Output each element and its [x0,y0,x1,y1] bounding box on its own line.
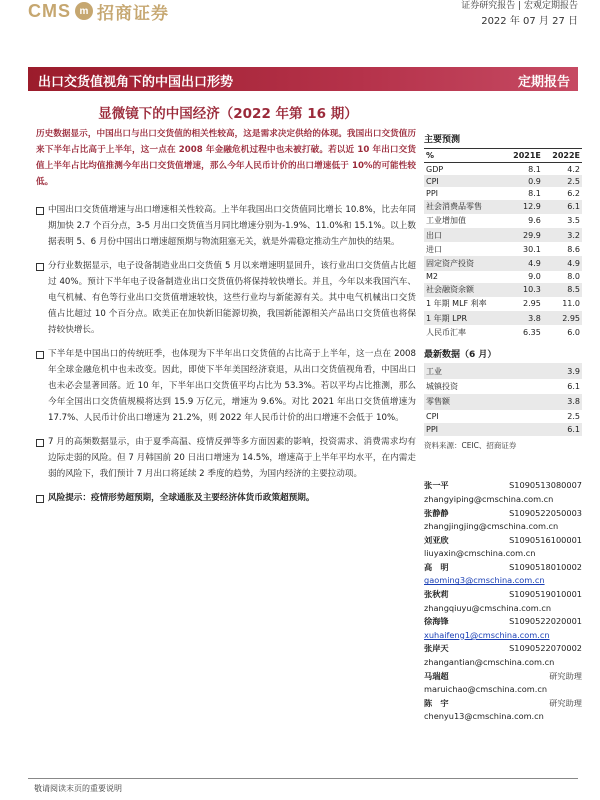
analyst-license-id: S1090516100001 [509,534,582,545]
analyst-license-id: S1090522020001 [509,616,582,627]
col-header: 2021E [504,149,543,163]
forecast-row [424,242,582,256]
analyst-email: zhangyiping@cmschina.com.cn [424,493,554,504]
analyst-entry [424,670,582,697]
analyst-entry [424,479,582,506]
analyst-entry [424,507,582,534]
forecast-row [424,271,582,283]
analyst-license-id: S1090513080007 [509,480,582,491]
sidebar [424,126,582,724]
indicator-name: 社会融资余额 [424,283,504,297]
analyst-entry [424,588,582,615]
analyst-email[interactable]: xuhaifeng1@cmschina.com.cn [424,629,550,640]
analyst-name: 高 明 [424,561,449,572]
analyst-name: 张秋莉 [424,589,449,600]
latest-row [424,423,582,436]
indicator-name: M2 [426,272,438,282]
indicator-name: 出口 [424,228,504,242]
indicator-name: 固定资产投资 [424,256,504,270]
forecast-value: 4.2 [567,164,580,174]
footer-divider [28,778,578,779]
indicator-name: 进口 [426,244,442,254]
forecast-value: 9.6 [528,216,541,226]
bullet-item: 7 月的高频数据显示，由于夏季高温、疫情反弹等多方面因素的影响，投资需求、消费需求均有边际走弱的风险。但 7 月韩国前 20 日出口增速为 14.5%，增速高于上半年平均水平，在内需走弱的风险下，我们预计 7 月出口将延续 2 季度的趋势，为国内经济的主要拉动项。 [36,434,416,482]
forecast-value: 6.0 [567,327,580,337]
bullet-item: 中国出口交货值增速与出口增速相关性较高。上半年我国出口交货值同比增长 10.8%，比去年同期加快 2.7 个百分点，3-5 月出口交货值当月同比增速分别为-1.9%、11.0%和 15.1%。以上数据表明 5、6 月份中国出口增速超预期与物流阻塞无关，就是外需稳定推动生产加快的结果。 [36,202,416,250]
indicator-name: 零售额 [424,394,532,409]
indicator-name: 工业 [424,363,532,378]
col-header: 2022E [543,149,582,163]
analyst-name: 张静静 [424,507,449,518]
page-title: 出口交货值视角下的中国出口形势 [38,75,234,90]
logo-text-cn: 招商证券 [97,3,169,24]
analyst-license-id: S1090518010002 [509,561,582,572]
forecast-value: 30.1 [523,244,541,254]
forecast-value: 12.9 [504,200,543,214]
analyst-role: 研究助理 [549,670,582,681]
analyst-name: 马瑞超 [424,670,449,681]
logo-mark-icon: m [75,2,93,20]
forecast-row [424,283,582,297]
forecast-value: 3.8 [504,311,543,325]
forecast-row [424,175,582,187]
forecast-value: 6.2 [567,188,580,198]
forecast-value: 0.9 [504,175,543,187]
forecast-value: 6.35 [523,327,541,337]
abstract: 历史数据显示，中国出口与出口交货值的相关性较高，这是需求决定供给的体现。我国出口交货值历来下半年占比高于上半年，这一点在 2008 年金融危机过程中也未被打破。若以近 10 年出口交货值上半年占比均值推测今年出口交货值增速，那么今年人民币计价的出口增速低于 10%的可能性较低。 [36,129,416,187]
analyst-name: 刘亚欣 [424,534,449,545]
latest-value: 6.1 [567,382,580,391]
report-tag: 定期报告 [517,75,570,90]
analyst-email: maruichao@cmschina.com.cn [424,684,548,695]
forecast-row [424,228,582,242]
forecast-value: 4.9 [504,256,543,270]
bullet-item: 分行业数据显示，电子设备制造业出口交货值 5 月以来增速明显回升，该行业出口交货值占比超过 40%。预计下半年电子设备制造业出口交货值仍将保持较快增长。并且，今年以来我国汽车、电气机械、有色等行业出口交货值增速较快，这些行业均与新能源有关。其中电气机械出口交货值占比超过 10 个百分点。欧美正在加快新旧能源切换，我国新能源相关产品出口交货值也将保持较快增长。 [36,258,416,338]
page-subtitle: 显微镜下的中国经济（2022 年第 16 期） [98,106,358,122]
forecast-row [424,200,582,214]
analyst-license-id: S1090522050003 [509,507,582,518]
col-header: % [424,149,504,163]
main-content [36,126,416,514]
latest-value: 6.1 [532,423,582,436]
indicator-name: PPI [426,188,439,198]
forecast-heading: 主要预测 [424,135,461,145]
bullet-list [36,202,416,506]
analyst-email: zhangantian@cmschina.com.cn [424,657,555,668]
forecast-table [424,148,582,339]
forecast-value: 2.95 [523,299,541,309]
indicator-name: CPI [426,411,439,421]
forecast-value: 8.6 [567,244,580,254]
page-header [0,0,600,40]
forecast-value: 8.0 [567,272,580,282]
logo-text-en: CMS [28,0,71,21]
indicator-name: 1 年期 MLF 利率 [426,299,487,309]
analyst-role: 研究助理 [549,697,582,708]
indicator-name: 工业增加值 [426,216,466,226]
analyst-name: 陈 宇 [424,697,449,708]
latest-row [424,410,582,423]
header-meta [461,0,578,28]
analyst-license-id: S1090519010001 [509,589,582,600]
forecast-row [424,311,582,325]
forecast-row [424,256,582,270]
latest-row [424,379,582,394]
indicator-name: PPI [424,423,532,436]
forecast-value: 11.0 [562,299,580,309]
indicator-name: GDP [426,164,444,174]
report-type: 证券研究报告 | 宏观定期报告 [461,1,578,11]
forecast-value: 9.0 [528,272,541,282]
analyst-name: 张一平 [424,480,449,491]
forecast-value: 8.1 [528,164,541,174]
latest-row [424,363,582,378]
forecast-value: 8.1 [528,188,541,198]
title-band [28,67,578,91]
analyst-list [424,479,582,724]
forecast-row [424,214,582,228]
report-date: 2022 年 07 月 27 日 [481,16,578,27]
footer-note: 敬请阅读末页的重要说明 [34,784,122,793]
forecast-value: 4.9 [543,256,582,270]
indicator-name: CPI [424,175,504,187]
analyst-entry [424,615,582,642]
forecast-value: 2.95 [543,311,582,325]
latest-table [424,363,582,436]
forecast-value: 10.3 [504,283,543,297]
analyst-license-id: S1090522070002 [509,643,582,654]
analyst-email[interactable]: gaoming3@cmschina.com.cn [424,575,545,586]
forecast-header-row [424,149,582,163]
forecast-value: 8.5 [543,283,582,297]
analyst-email: chenyu13@cmschina.com.cn [424,711,544,722]
forecast-row [424,325,582,339]
analyst-entry [424,561,582,588]
latest-value: 3.9 [532,363,582,378]
forecast-value: 29.9 [504,228,543,242]
company-logo [28,0,169,22]
latest-heading: 最新数据（6 月） [424,350,497,361]
analyst-name: 张岸天 [424,643,449,654]
forecast-value: 3.5 [567,216,580,226]
data-source: 资料来源：CEIC、招商证券 [424,441,517,451]
latest-row [424,394,582,409]
forecast-value: 3.2 [543,228,582,242]
risk-warning: 风险提示：疫情形势超预期，全球通胀及主要经济体货币政策超预期。 [36,490,416,506]
analyst-email: liuyaxin@cmschina.com.cn [424,548,536,559]
forecast-value: 6.1 [543,200,582,214]
forecast-row [424,187,582,199]
analyst-entry [424,534,582,561]
analyst-entry [424,642,582,669]
latest-value: 3.8 [532,394,582,409]
indicator-name: 1 年期 LPR [424,311,504,325]
indicator-name: 人民币汇率 [426,327,466,337]
forecast-row [424,297,582,311]
analyst-name: 徐海锋 [424,616,449,627]
analyst-email: zhangjingjing@cmschina.com.cn [424,521,559,532]
indicator-name: 社会消费品零售 [424,200,504,214]
analyst-email: zhangqiuyu@cmschina.com.cn [424,602,552,613]
bullet-item: 下半年是中国出口的传统旺季，也体现为下半年出口交货值的占比高于上半年，这一点在 2008 年全球金融危机中也未改变。因此，即使下半年美国经济衰退，从出口交货值视角看，中国出口也未必会显著回落。近 10 年，下半年出口交货值平均占比为 53.3%。若以平均占比推测，那么今年全国出口交货值规模将达到 15.9 万亿元，增速为 9.6%。对比 2021 年出口交货值增速为 17.7%、人民币计价出口增速为 21.2%，则 2022 年人民币计价的出口增速不会低于 10%。 [36,346,416,426]
forecast-row [424,163,582,176]
indicator-name: 城镇投资 [426,382,458,391]
latest-value: 2.5 [567,411,580,421]
analyst-entry [424,697,582,724]
forecast-value: 2.5 [543,175,582,187]
